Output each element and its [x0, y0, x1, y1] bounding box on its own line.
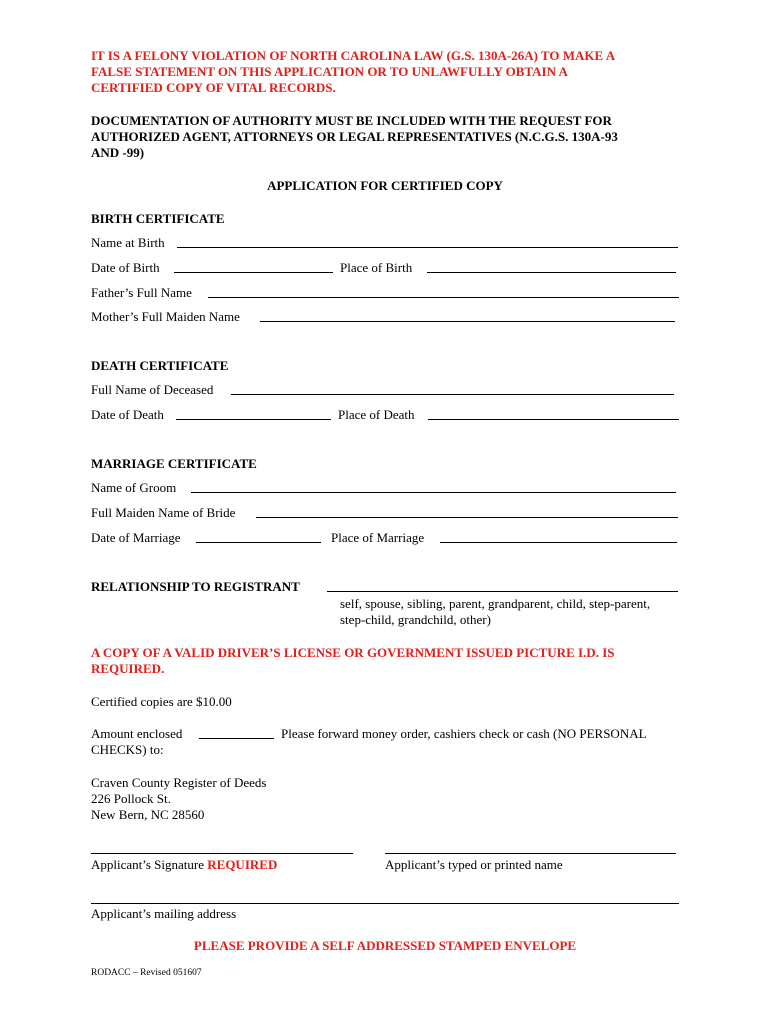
relationship-field[interactable]: [327, 591, 678, 592]
place-of-birth-field[interactable]: [427, 272, 676, 273]
marriage-heading: MARRIAGE CERTIFICATE: [91, 456, 257, 471]
date-of-marriage-field[interactable]: [196, 542, 321, 543]
address-line-1: Craven County Register of Deeds: [91, 775, 267, 790]
authority-notice-line-1: DOCUMENTATION OF AUTHORITY MUST BE INCLUDED WITH THE REQUEST FOR: [91, 113, 612, 128]
payment-instructions-line-1: Please forward money order, cashiers check or cash (NO PERSONAL: [281, 726, 647, 741]
mother-maiden-name-field[interactable]: [260, 321, 675, 322]
father-name-label: Father’s Full Name: [91, 285, 192, 300]
address-line-3: New Bern, NC 28560: [91, 807, 205, 822]
date-of-birth-field[interactable]: [174, 272, 333, 273]
form-title: APPLICATION FOR CERTIFIED COPY: [267, 178, 503, 193]
place-of-marriage-label: Place of Marriage: [331, 530, 425, 545]
payment-instructions-line-2: CHECKS) to:: [91, 742, 164, 757]
birth-heading: BIRTH CERTIFICATE: [91, 211, 225, 226]
signature-required: REQUIRED: [207, 857, 278, 872]
bride-maiden-name-label: Full Maiden Name of Bride: [91, 505, 236, 520]
address-line-2: 226 Pollock St.: [91, 791, 171, 806]
authority-notice-line-3: AND -99): [91, 145, 145, 160]
bride-maiden-name-field[interactable]: [256, 517, 678, 518]
envelope-notice: PLEASE PROVIDE A SELF ADDRESSED STAMPED ENVELOPE: [193, 938, 577, 953]
felony-warning-line-1: IT IS A FELONY VIOLATION OF NORTH CAROLINA LAW (G.S. 130A-26A) TO MAKE A: [91, 48, 616, 63]
printed-name-field[interactable]: [385, 853, 676, 854]
deceased-name-label: Full Name of Deceased: [91, 382, 214, 397]
felony-warning-line-3: CERTIFIED COPY OF VITAL RECORDS.: [91, 80, 336, 95]
relationship-hint-line-1: self, spouse, sibling, parent, grandparent, child, step-parent,: [340, 596, 651, 611]
date-of-birth-label: Date of Birth: [91, 260, 160, 275]
deceased-name-field[interactable]: [231, 394, 674, 395]
name-at-birth-field[interactable]: [177, 247, 678, 248]
signature-field[interactable]: [91, 853, 353, 854]
mailing-address-label: Applicant’s mailing address: [91, 906, 237, 921]
id-notice-line-1: A COPY OF A VALID DRIVER’S LICENSE OR GOVERNMENT ISSUED PICTURE I.D. IS: [91, 645, 615, 660]
authority-notice-line-2: AUTHORIZED AGENT, ATTORNEYS OR LEGAL REPRESENTATIVES (N.C.G.S. 130A-93: [91, 129, 618, 144]
place-of-marriage-field[interactable]: [440, 542, 677, 543]
relationship-label: RELATIONSHIP TO REGISTRANT: [91, 579, 300, 594]
amount-enclosed-field[interactable]: [199, 738, 274, 739]
mailing-address-field[interactable]: [91, 903, 679, 904]
amount-enclosed-label: Amount enclosed: [91, 726, 183, 741]
signature-label: Applicant’s Signature: [91, 857, 205, 872]
death-heading: DEATH CERTIFICATE: [91, 358, 229, 373]
fee-text: Certified copies are $10.00: [91, 694, 232, 709]
father-name-field[interactable]: [208, 297, 679, 298]
date-of-death-field[interactable]: [176, 419, 331, 420]
groom-name-label: Name of Groom: [91, 480, 177, 495]
felony-warning-line-2: FALSE STATEMENT ON THIS APPLICATION OR TO UNLAWFULLY OBTAIN A: [91, 64, 568, 79]
relationship-hint-line-2: step-child, grandchild, other): [340, 612, 491, 627]
place-of-birth-label: Place of Birth: [340, 260, 413, 275]
place-of-death-label: Place of Death: [338, 407, 415, 422]
groom-name-field[interactable]: [191, 492, 676, 493]
date-of-marriage-label: Date of Marriage: [91, 530, 181, 545]
printed-name-label: Applicant’s typed or printed name: [385, 857, 563, 872]
id-notice-line-2: REQUIRED.: [91, 661, 165, 676]
place-of-death-field[interactable]: [428, 419, 679, 420]
name-at-birth-label: Name at Birth: [91, 235, 165, 250]
signature-label-row: [91, 857, 277, 873]
form-revision-footer: RODACC – Revised 051607: [91, 968, 202, 978]
date-of-death-label: Date of Death: [91, 407, 164, 422]
mother-maiden-name-label: Mother’s Full Maiden Name: [91, 309, 240, 324]
